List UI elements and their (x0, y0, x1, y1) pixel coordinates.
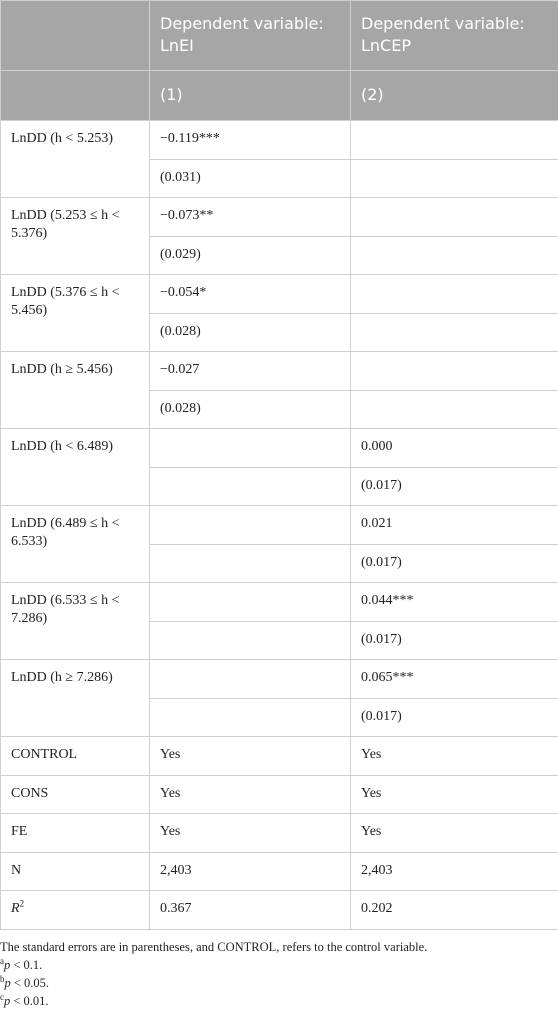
se-cell (150, 544, 351, 583)
table-row (1, 891, 558, 930)
header-col1-num: (1) (150, 71, 351, 121)
table-row (1, 737, 558, 776)
summary-cell: Yes (150, 814, 351, 853)
header-col2-title: Dependent variable: LnCEP (351, 1, 558, 71)
se-cell (351, 390, 558, 429)
coef-cell (351, 121, 558, 160)
table-row (1, 352, 558, 391)
se-cell: (0.017) (351, 467, 558, 506)
coef-cell: −0.054* (150, 275, 351, 314)
footnote-mark: a (0, 955, 4, 966)
coef-cell: −0.027 (150, 352, 351, 391)
table-row (1, 506, 558, 545)
header-col1-title: Dependent variable: LnEI (150, 1, 351, 71)
footnote-p: p (4, 993, 11, 1008)
se-cell (150, 467, 351, 506)
se-cell (150, 698, 351, 737)
r-squared-symbol: R (11, 901, 20, 916)
row-label: LnDD (h < 6.489) (1, 429, 150, 506)
summary-cell: 2,403 (351, 852, 558, 891)
row-label: LnDD (6.489 ≤ h < 6.533) (1, 506, 150, 583)
footnote-p: p (4, 975, 11, 990)
footnote-b (0, 974, 558, 992)
se-cell: (0.028) (150, 313, 351, 352)
coef-cell (150, 660, 351, 699)
row-label: LnDD (5.376 ≤ h < 5.456) (1, 275, 150, 352)
coef-cell (150, 429, 351, 468)
row-label: CONTROL (1, 737, 150, 776)
header-col2-num: (2) (351, 71, 558, 121)
r-squared-exponent: 2 (19, 898, 25, 909)
summary-cell: 0.367 (150, 891, 351, 930)
coef-cell (351, 352, 558, 391)
se-cell (351, 313, 558, 352)
summary-cell: 2,403 (150, 852, 351, 891)
se-cell: (0.029) (150, 236, 351, 275)
row-label: LnDD (h < 5.253) (1, 121, 150, 198)
table-row (1, 429, 558, 468)
se-cell (150, 621, 351, 660)
row-label: LnDD (5.253 ≤ h < 5.376) (1, 198, 150, 275)
table-row (1, 660, 558, 699)
footnote-c (0, 992, 558, 1010)
se-cell (351, 236, 558, 275)
coef-cell: 0.021 (351, 506, 558, 545)
coef-cell (351, 275, 558, 314)
footnote-main: The standard errors are in parentheses, and CONTROL, refers to the control variable. (0, 939, 428, 954)
footnote-text: < 0.05. (10, 975, 50, 990)
table-row (1, 583, 558, 622)
coef-cell (150, 506, 351, 545)
table-row (1, 775, 558, 814)
summary-cell: Yes (150, 737, 351, 776)
summary-cell: Yes (351, 737, 558, 776)
summary-cell: Yes (150, 775, 351, 814)
se-cell: (0.028) (150, 390, 351, 429)
coef-cell (150, 583, 351, 622)
row-label: FE (1, 814, 150, 853)
summary-cell: Yes (351, 814, 558, 853)
table-row (1, 121, 558, 160)
footnote-p: p (4, 957, 11, 972)
header-empty (1, 1, 150, 71)
footnote-a (0, 956, 558, 974)
se-cell: (0.017) (351, 698, 558, 737)
se-cell (351, 159, 558, 198)
summary-cell: Yes (351, 775, 558, 814)
se-cell: (0.017) (351, 621, 558, 660)
coef-cell: 0.065*** (351, 660, 558, 699)
summary-cell: 0.202 (351, 891, 558, 930)
footnote-mark: b (0, 973, 5, 984)
footnote-mark: c (0, 991, 4, 1002)
header-empty-2 (1, 71, 150, 121)
table-row (1, 852, 558, 891)
coef-cell (351, 198, 558, 237)
coef-cell: 0.044*** (351, 583, 558, 622)
row-label: LnDD (6.533 ≤ h < 7.286) (1, 583, 150, 660)
coef-cell: −0.119*** (150, 121, 351, 160)
table-row (1, 275, 558, 314)
row-label-r-squared (1, 891, 150, 930)
table-row (1, 814, 558, 853)
footnote-text: < 0.01. (10, 993, 49, 1008)
table-footnotes (0, 930, 558, 1010)
table-row (1, 198, 558, 237)
coef-cell: 0.000 (351, 429, 558, 468)
row-label: LnDD (h ≥ 5.456) (1, 352, 150, 429)
se-cell: (0.031) (150, 159, 351, 198)
row-label: N (1, 852, 150, 891)
row-label: LnDD (h ≥ 7.286) (1, 660, 150, 737)
coef-cell: −0.073** (150, 198, 351, 237)
se-cell: (0.017) (351, 544, 558, 583)
row-label: CONS (1, 775, 150, 814)
footnote-text: < 0.1. (10, 957, 43, 972)
